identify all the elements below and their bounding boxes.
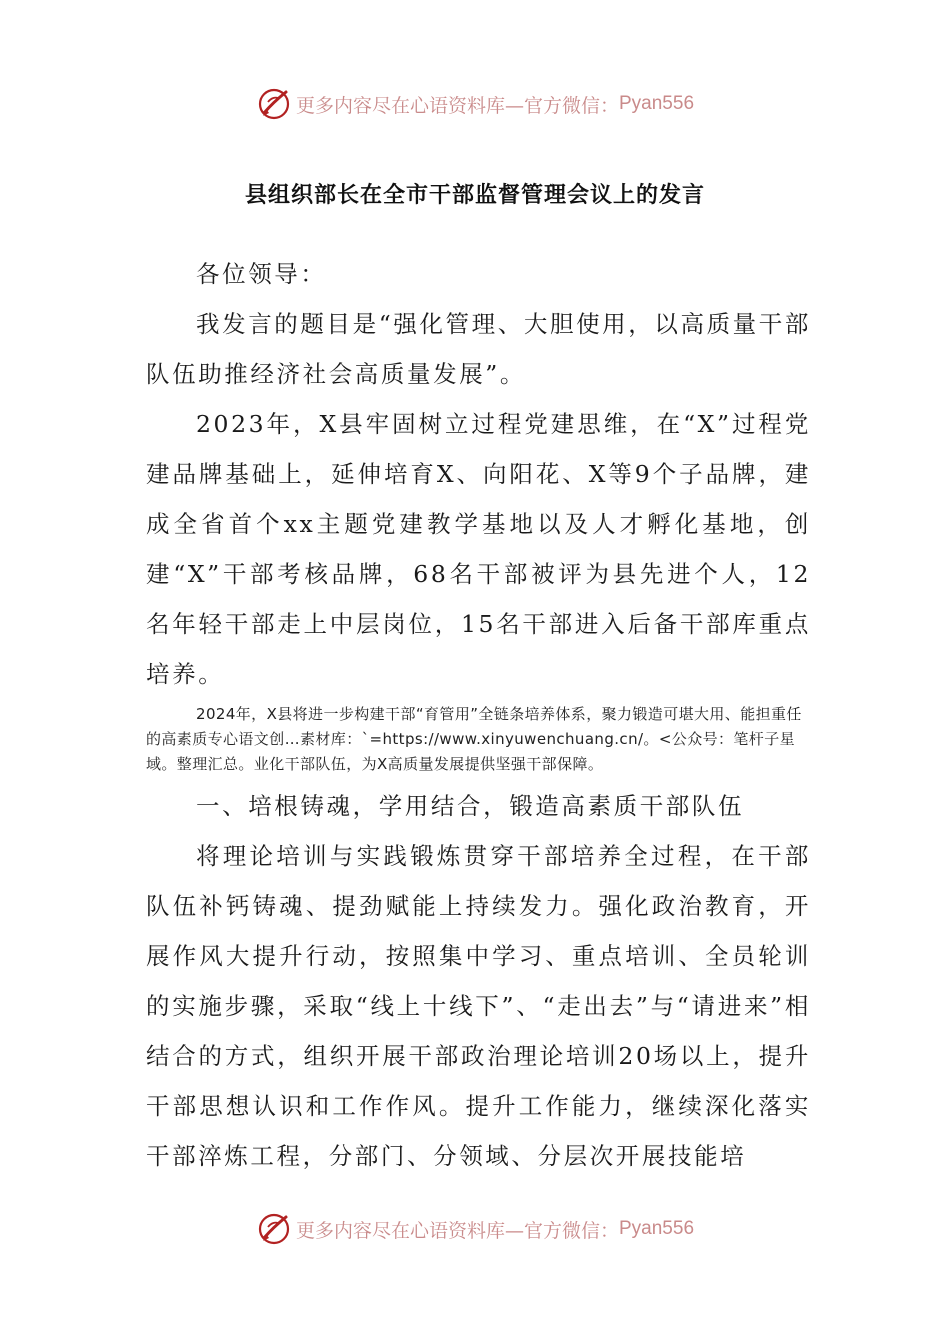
banner-wechat-id: Pyan556 [619,1218,695,1239]
body-paragraph: 2023年，X县牢固树立过程党建思维，在“X”过程党建品牌基础上，延伸培育X、向阳花、X等9个子品牌，建成全省首个xx主题党建教学基地以及人才孵化基地，创建“X”干部考核品牌，68名干部被评为县先进个人，12名年轻干部走上中层岗位，15名干部进入后备干部库重点培养。 [146,410,811,688]
document-body [146,249,811,1181]
banner-wechat-id: Pyan556 [619,93,695,114]
footer-watermark-banner [0,1209,950,1249]
small-print-paragraph: 2024年，X县将进一步构建干部“育管用”全链条培养体系，聚力锻造可堪大用、能担重任的高素质专心语文创…素材库：`=https://www.xinyuwenchuang.cn/。<公众号：笔杆子星域。整理汇总。业化干部队伍，为X高质量发展提供坚强干部保障。 [146,705,802,773]
banner-text: 更多内容尽在心语资料库—官方微信： [295,1219,619,1242]
section-heading: 一、培根铸魂，学用结合，锻造高素质干部队伍 [196,792,745,820]
body-paragraph: 我发言的题目是“强化管理、大胆使用，以高质量干部队伍助推经济社会高质量发展”。 [146,310,811,388]
pen-logo-icon [256,1211,292,1247]
salutation: 各位领导： [196,260,327,288]
banner-text: 更多内容尽在心语资料库—官方微信： [295,94,619,117]
body-paragraph: 将理论培训与实践锻炼贯穿干部培养全过程，在干部队伍补钙铸魂、提劲赋能上持续发力。强化政治教育，开展作风大提升行动，按照集中学习、重点培训、全员轮训的实施步骤，采取“线上十线下”、“走出去”与“请进来”相结合的方式，组织开展干部政治理论培训20场以上，提升干部思想认识和工作作风。提升工作能力，继续深化落实干部淬炼工程，分部门、分领域、分层次开展技能培 [146,842,811,1170]
pen-logo-icon [256,86,292,122]
document-title: 县组织部长在全市干部监督管理会议上的发言 [244,183,705,208]
header-watermark-banner [0,84,950,124]
